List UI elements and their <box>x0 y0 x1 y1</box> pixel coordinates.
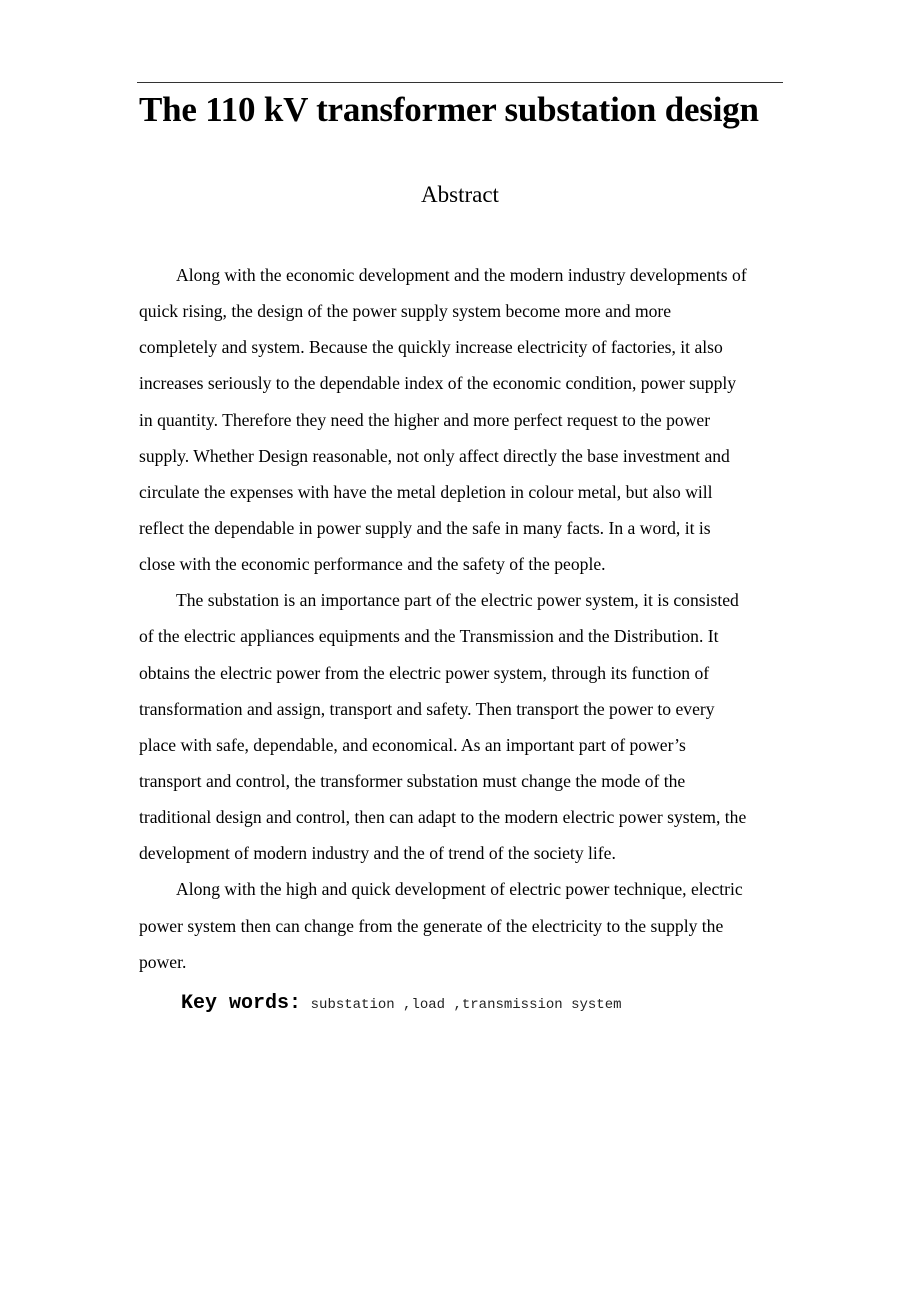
paragraph-line: quick rising, the design of the power supply system become more and more <box>139 301 672 322</box>
paragraph-line: power system then can change from the generate of the electricity to the supply the <box>139 915 724 936</box>
paragraph-line: Along with the economic development and the modern industry developments of <box>176 265 747 285</box>
paragraph-line: transport and control, the transformer substation must change the mode of the <box>139 770 686 791</box>
paragraph-line: Along with the high and quick development of electric power technique, electric <box>176 879 743 900</box>
paragraph-line: increases seriously to the dependable index of the economic condition, power supply <box>139 373 737 394</box>
keywords-values: substation ,load ,transmission system <box>310 997 622 1013</box>
keywords-label: Key words: <box>181 992 302 1015</box>
paragraph-line: completely and system. Because the quickly increase electricity of factories, it also <box>139 337 723 358</box>
paragraph-line: obtains the electric power from the electric power system, through its function of <box>139 662 710 683</box>
paragraph-line: circulate the expenses with have the metal depletion in colour metal, but also will <box>139 481 713 502</box>
keywords <box>181 992 622 1015</box>
paragraph-line: power. <box>139 951 187 972</box>
header-rule <box>137 82 783 83</box>
paragraph-line: development of modern industry and the of trend of the society life. <box>139 843 616 864</box>
paragraph-line: close with the economic performance and the safety of the people. <box>139 554 606 575</box>
document-title: The 110 kV transformer substation design <box>139 90 759 129</box>
paragraph-line: supply. Whether Design reasonable, not only affect directly the base investment and <box>139 445 730 466</box>
abstract-body <box>139 257 799 980</box>
abstract-heading: Abstract <box>421 182 499 207</box>
paragraph-line: transformation and assign, transport and safety. Then transport the power to every <box>139 698 715 719</box>
paragraph-line: The substation is an importance part of the electric power system, it is consisted <box>176 590 739 611</box>
paragraph-line: of the electric appliances equipments and the Transmission and the Distribution. It <box>139 626 719 647</box>
paragraph-line: reflect the dependable in power supply and the safe in many facts. In a word, it is <box>139 517 711 538</box>
paragraph-line: place with safe, dependable, and economical. As an important part of power’s <box>139 734 686 755</box>
paragraph-line: in quantity. Therefore they need the higher and more perfect request to the power <box>139 409 711 430</box>
paragraph-line: traditional design and control, then can adapt to the modern electric power system, the <box>139 807 747 828</box>
